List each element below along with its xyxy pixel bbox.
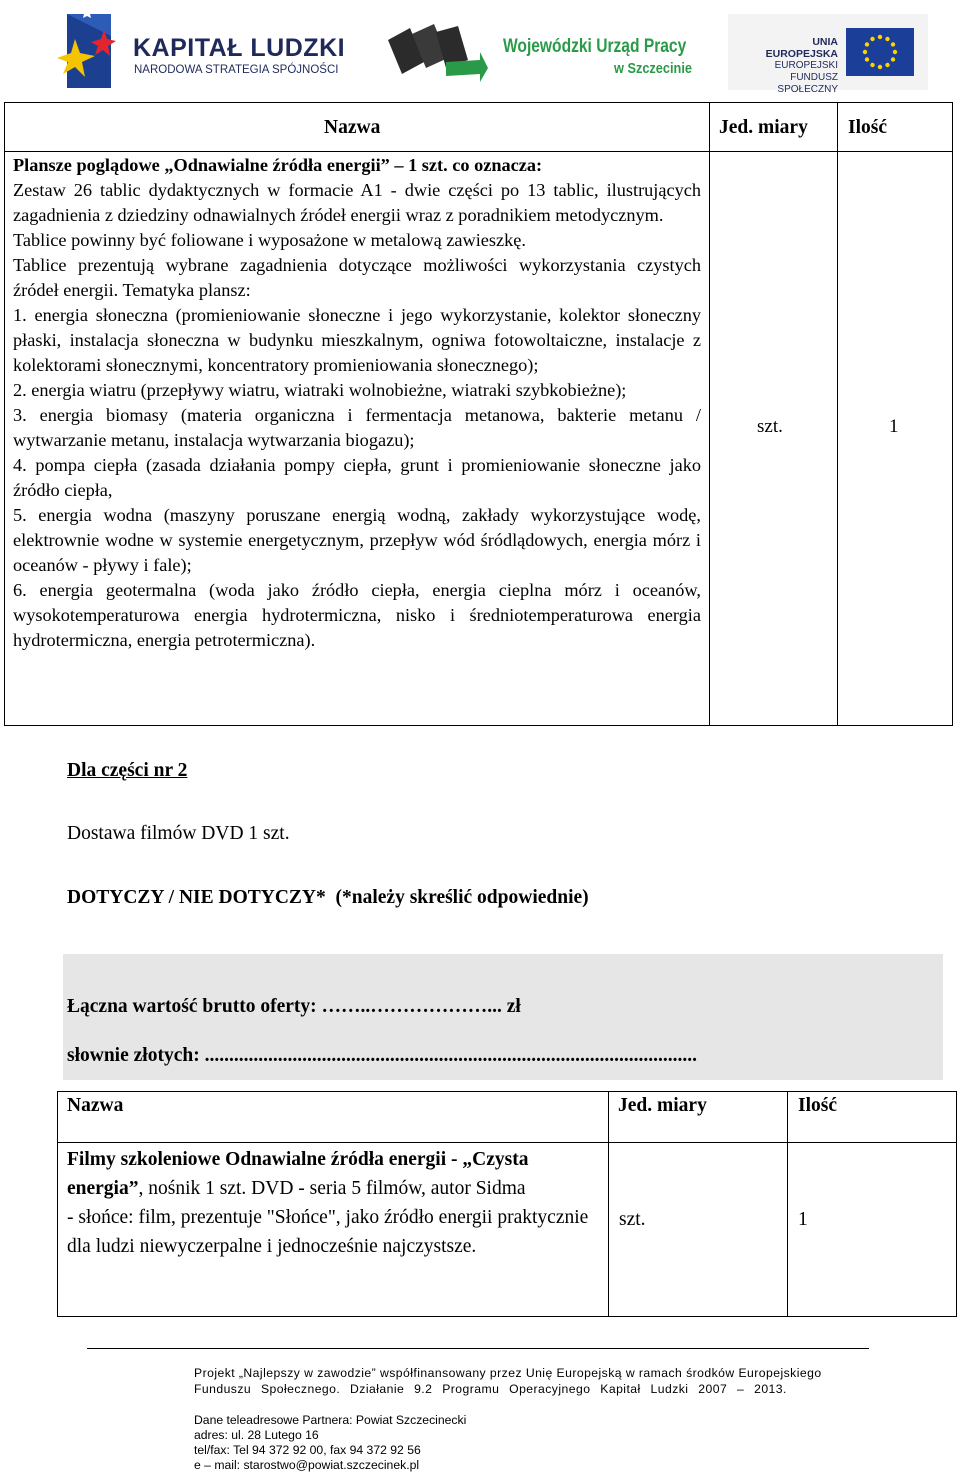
qty-cell: 1	[889, 416, 899, 437]
table-divider	[787, 1092, 788, 1316]
table-header-divider	[5, 151, 952, 152]
header-qty: Ilość	[798, 1095, 837, 1116]
table-divider	[709, 103, 710, 725]
footer-project-line1: Projekt „Najlepszy w zawodzie” współfinansowany przez Unię Europejską w ramach środków Europejskiego	[194, 1366, 822, 1380]
offer-value-box	[63, 954, 943, 1080]
part2-heading: Dla części nr 2	[67, 760, 188, 781]
footer-project-line2: Funduszu Społecznego. Działanie 9.2 Programu Operacyjnego Kapitał Ludzki 2007 – 2013.	[194, 1382, 787, 1396]
kapital-ludzki-title: KAPITAŁ LUDZKI	[133, 34, 346, 62]
topic-item: 1. energia słoneczna (promieniowanie słoneczne i jego wykorzystanie, kolektor słoneczny płaski, instalacja słoneczna w budynku mieszkalnym, ogniwa fotowoltaiczne, instalacje z kolektorami słonecznymi, koncentratory promieniowania słonecznego);	[13, 305, 701, 375]
qty-cell: 1	[798, 1209, 808, 1230]
unit-cell: szt.	[757, 416, 783, 437]
products-table-part2	[57, 1091, 957, 1317]
topic-item: 2. energia wiatru (przepływy wiatru, wiatraki wolnobieżne, wiatraki szybkobieżne);	[13, 380, 627, 400]
products-table-part1	[4, 102, 953, 726]
amount-in-words-field[interactable]: słownie złotych: .....................................................................................................	[67, 1045, 697, 1066]
eu-social-fund-logo	[728, 14, 928, 95]
footer-address: adres: ul. 28 Lutego 16	[194, 1428, 319, 1442]
header-qty: Ilość	[848, 117, 887, 138]
product-title-rest: , nośnik 1 szt. DVD - seria 5 filmów, autor Sidma	[138, 1178, 526, 1199]
description-paragraph: Tablice prezentują wybrane zagadnienia dotyczące możliwości wykorzystania czystych źródeł energii. Tematyka plansz:	[13, 255, 701, 300]
wup-logo	[388, 22, 698, 84]
header-unit: Jed. miary	[719, 117, 808, 138]
total-gross-value-field[interactable]: Łączna wartość brutto oferty: ……..………………... zł	[67, 996, 521, 1017]
header-unit: Jed. miary	[618, 1095, 707, 1116]
product-title: Plansze poglądowe „Odnawialne źródła energii” – 1 szt. co oznacza:	[13, 155, 543, 175]
description-paragraph: Tablice powinny być foliowane i wyposażone w metalową zawieszkę.	[13, 230, 526, 250]
product-description	[13, 153, 701, 653]
table-divider	[837, 103, 838, 725]
unit-cell: szt.	[619, 1209, 646, 1230]
applies-choice: DOTYCZY / NIE DOTYCZY* (*należy skreślić odpowiednie)	[67, 887, 589, 908]
footer-phone: tel/fax: Tel 94 372 92 00, fax 94 372 92 56	[194, 1443, 421, 1457]
kapital-ludzki-emblem-icon	[55, 6, 117, 92]
footer-email: e – mail: starostwo@powiat.szczecinek.pl	[194, 1458, 420, 1472]
eu-logo-line2: EUROPEJSKI	[774, 60, 838, 71]
table-header-divider	[58, 1142, 956, 1143]
product-description	[67, 1145, 597, 1261]
header-logos	[0, 0, 960, 100]
delivery-text: Dostawa filmów DVD 1 szt.	[67, 823, 290, 844]
eu-logo-line1: UNIA EUROPEJSKA	[765, 36, 838, 60]
eu-flag-icon	[846, 28, 914, 76]
table-divider	[608, 1092, 609, 1316]
kapital-ludzki-logo	[55, 6, 355, 94]
topic-item: 6. energia geotermalna (woda jako źródło ciepła, energia cieplna mórz i oceanów, wysokotemperaturowa energia hydrotermiczna, nisko i średniotemperaturowa energia hydrotermiczna, energia petrotermiczna).	[13, 580, 701, 650]
header-name: Nazwa	[67, 1095, 124, 1116]
topic-item: 4. pompa ciepła (zasada działania pompy ciepła, grunt i promieniowanie słoneczne jako źródło ciepła,	[13, 455, 701, 500]
wup-emblem-icon	[388, 22, 488, 84]
description-paragraph: Zestaw 26 tablic dydaktycznych w formacie A1 - dwie części po 13 tablic, ilustrujących zagadnienia z dziedziny odnawialnych źródeł energii wraz z poradnikiem metodycznym.	[13, 180, 701, 225]
footer-divider	[87, 1348, 869, 1349]
eu-logo-text	[746, 36, 838, 96]
kapital-ludzki-subtitle: NARODOWA STRATEGIA SPÓJNOŚCI	[134, 64, 339, 76]
topic-item: 3. energia biomasy (materia organiczna i fermentacja metanowa, bakterie metanu / wytwarzanie metanu, instalacja wytwarzania biogazu);	[13, 405, 701, 450]
header-name: Nazwa	[324, 117, 381, 138]
topic-item: 5. energia wodna (maszyny poruszane energią wodną, zakłady wykorzystujące wodę, elektrownie wodne w systemie energetycznym, przepływ wód śródlądowych, energia mórz i oceanów - pływy i fale);	[13, 505, 701, 575]
footer-partner: Dane teleadresowe Partnera: Powiat Szczecinecki	[194, 1413, 467, 1427]
eu-logo-line3: FUNDUSZ SPOŁECZNY	[777, 72, 838, 95]
product-title	[67, 1145, 597, 1203]
product-title-bold: Filmy szkoleniowe Odnawialne źródła energii - „Czysta energia”	[67, 1149, 529, 1199]
wup-line1: Wojewódzki Urząd Pracy	[503, 36, 687, 57]
wup-line2: w Szczecinie	[614, 60, 692, 77]
description-paragraph: - słońce: film, prezentuje "Słońce", jako źródło energii praktycznie dla ludzi niewyczerpalne i jednocześnie najczystsze.	[67, 1207, 589, 1257]
